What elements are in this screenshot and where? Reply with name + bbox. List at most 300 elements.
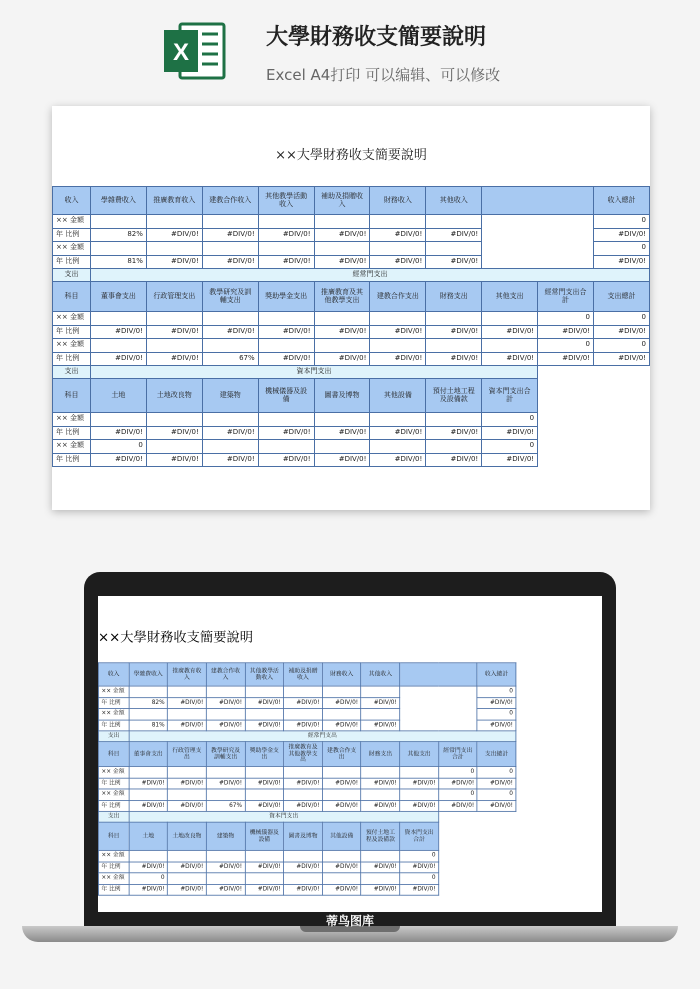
blank-cell[interactable] [438,811,515,822]
capital-value[interactable] [146,413,202,427]
recurring-value[interactable]: #DIV/0! [482,352,538,366]
income-total[interactable]: #DIV/0! [477,697,516,708]
capital-value[interactable] [361,850,400,861]
recurring-header[interactable]: 行政管理支出 [146,282,202,312]
recurring-value[interactable] [258,339,314,353]
capital-value[interactable] [245,850,284,861]
recurring-header[interactable]: 經常門支出合計 [538,282,594,312]
recurring-value[interactable]: #DIV/0! [370,352,426,366]
income-header[interactable] [482,187,594,215]
income-value[interactable] [146,215,202,229]
recurring-value[interactable]: #DIV/0! [129,800,168,811]
capital-value[interactable] [322,850,361,861]
recurring-value[interactable]: #DIV/0! [129,778,168,789]
income-header[interactable]: 學雜費收入 [90,187,146,215]
capital-value[interactable] [202,440,258,454]
recurring-value[interactable] [426,339,482,353]
recurring-value[interactable]: #DIV/0! [426,325,482,339]
capital-header[interactable]: 科目 [53,379,91,413]
income-total[interactable]: 0 [594,215,650,229]
capital-value[interactable]: #DIV/0! [90,426,146,440]
blank-cell[interactable] [438,822,515,850]
recurring-value[interactable] [202,339,258,353]
recurring-value[interactable]: #DIV/0! [90,352,146,366]
recurring-value[interactable] [314,312,370,326]
income-value[interactable] [129,708,168,719]
capital-value[interactable]: #DIV/0! [400,884,439,895]
recurring-header[interactable]: 董事會支出 [90,282,146,312]
recurring-value[interactable]: #DIV/0! [438,800,477,811]
recurring-value[interactable]: #DIV/0! [370,325,426,339]
capital-value[interactable] [245,873,284,884]
income-value[interactable]: #DIV/0! [206,697,245,708]
recurring-header[interactable]: 推廣教育及其他教學支出 [284,742,323,767]
capital-value[interactable]: #DIV/0! [258,426,314,440]
capital-header[interactable]: 機械儀器及設備 [245,822,284,850]
capital-value[interactable]: #DIV/0! [245,862,284,873]
recurring-header[interactable]: 獎助學金支出 [258,282,314,312]
capital-value[interactable] [370,440,426,454]
recurring-value[interactable]: #DIV/0! [438,778,477,789]
capital-header[interactable]: 土地 [129,822,168,850]
recurring-value[interactable] [168,789,207,800]
capital-value[interactable]: #DIV/0! [284,884,323,895]
capital-value[interactable]: #DIV/0! [400,862,439,873]
income-header[interactable]: 財務收入 [322,663,361,686]
income-header[interactable]: 收入總計 [594,187,650,215]
capital-value[interactable]: #DIV/0! [322,862,361,873]
blank-cell[interactable] [538,366,650,379]
income-value[interactable] [370,215,426,229]
recurring-value[interactable]: 0 [438,789,477,800]
capital-value[interactable]: 0 [482,413,538,427]
recurring-value[interactable]: #DIV/0! [322,778,361,789]
recurring-header[interactable]: 建教合作支出 [322,742,361,767]
income-value[interactable]: #DIV/0! [314,228,370,242]
income-value[interactable]: #DIV/0! [146,255,202,269]
recurring-value[interactable] [206,789,245,800]
income-value[interactable]: #DIV/0! [146,228,202,242]
recurring-value[interactable]: #DIV/0! [361,800,400,811]
blank-cell[interactable] [438,884,515,895]
income-header[interactable]: 建教合作收入 [206,663,245,686]
row-label: ×× 金額 [53,312,91,326]
capital-value[interactable]: #DIV/0! [370,453,426,467]
recurring-header[interactable]: 建教合作支出 [370,282,426,312]
capital-value[interactable] [206,873,245,884]
recurring-header[interactable]: 科目 [53,282,91,312]
recurring-value[interactable] [258,312,314,326]
income-value[interactable] [284,686,323,697]
income-value[interactable]: #DIV/0! [168,720,207,731]
recurring-header[interactable]: 財務支出 [426,282,482,312]
income-value[interactable] [168,686,207,697]
blank-cell[interactable] [538,413,650,427]
capital-value[interactable]: #DIV/0! [206,884,245,895]
recurring-value[interactable] [284,767,323,778]
capital-value[interactable] [426,440,482,454]
recurring-value[interactable]: #DIV/0! [538,325,594,339]
watermark: 蒂鸟图库 [325,914,374,928]
capital-header[interactable]: 土地 [90,379,146,413]
blank-cell[interactable] [438,873,515,884]
recurring-value[interactable] [370,312,426,326]
income-value[interactable]: #DIV/0! [322,720,361,731]
recurring-value[interactable]: 67% [206,800,245,811]
income-header[interactable]: 建教合作收入 [202,187,258,215]
income-value[interactable]: #DIV/0! [284,697,323,708]
recurring-value[interactable]: #DIV/0! [400,800,439,811]
income-value[interactable] [146,242,202,256]
recurring-value[interactable]: #DIV/0! [477,778,516,789]
recurring-value[interactable]: 0 [538,339,594,353]
income-value[interactable] [90,215,146,229]
capital-value[interactable] [90,413,146,427]
recurring-value[interactable] [146,312,202,326]
capital-header[interactable]: 圖書及博物 [314,379,370,413]
recurring-header[interactable]: 財務支出 [361,742,400,767]
income-value[interactable]: #DIV/0! [206,720,245,731]
recurring-value[interactable] [400,789,439,800]
capital-header[interactable]: 預付土地工程及設備款 [361,822,400,850]
expense-label[interactable]: 支出 [98,811,128,822]
income-value[interactable] [361,708,400,719]
income-value[interactable] [245,708,284,719]
capital-header[interactable]: 資本門支出合計 [400,822,439,850]
recurring-value[interactable] [245,767,284,778]
income-value[interactable] [129,686,168,697]
capital-value[interactable]: #DIV/0! [245,884,284,895]
income-total[interactable]: #DIV/0! [594,255,650,269]
capital-value[interactable]: #DIV/0! [361,862,400,873]
income-value[interactable] [245,686,284,697]
recurring-header[interactable]: 獎助學金支出 [245,742,284,767]
capital-value[interactable]: #DIV/0! [206,862,245,873]
capital-value[interactable] [146,440,202,454]
row-label: 年 比例 [98,800,128,811]
recurring-value[interactable]: 0 [438,767,477,778]
recurring-value[interactable]: #DIV/0! [594,325,650,339]
capital-value[interactable] [258,413,314,427]
recurring-header[interactable]: 科目 [98,742,128,767]
recurring-header[interactable]: 教學研究及訓輔支出 [206,742,245,767]
recurring-value[interactable]: #DIV/0! [322,800,361,811]
row-label: 年 比例 [98,862,128,873]
income-header[interactable]: 補助及捐贈收入 [284,663,323,686]
income-value[interactable]: #DIV/0! [370,255,426,269]
recurring-value[interactable]: 0 [477,789,516,800]
capital-header[interactable]: 土地改良物 [146,379,202,413]
capital-header[interactable]: 其他設備 [322,822,361,850]
recurring-value[interactable]: #DIV/0! [146,325,202,339]
income-value[interactable] [322,708,361,719]
income-header[interactable]: 推廣教育收入 [168,663,207,686]
income-value[interactable] [314,242,370,256]
income-value[interactable]: #DIV/0! [202,228,258,242]
recurring-header[interactable]: 其他支出 [400,742,439,767]
income-value[interactable]: #DIV/0! [361,697,400,708]
income-value[interactable]: #DIV/0! [426,228,482,242]
income-value[interactable]: 82% [90,228,146,242]
income-header[interactable]: 補助及捐贈收入 [314,187,370,215]
recurring-value[interactable]: #DIV/0! [284,778,323,789]
recurring-value[interactable]: #DIV/0! [245,800,284,811]
income-header[interactable]: 收入 [53,187,91,215]
capital-header[interactable]: 土地改良物 [168,822,207,850]
recurring-value[interactable] [361,789,400,800]
recurring-value[interactable]: #DIV/0! [206,778,245,789]
capital-value[interactable] [284,873,323,884]
income-value[interactable]: #DIV/0! [258,228,314,242]
row-label: 年 比例 [53,255,91,269]
recurring-value[interactable] [400,767,439,778]
capital-header[interactable]: 預付土地工程及設備款 [426,379,482,413]
financial-table [98,662,516,895]
row-label: ×× 金額 [98,767,128,778]
capital-header[interactable]: 其他設備 [370,379,426,413]
income-value[interactable]: #DIV/0! [258,255,314,269]
recurring-value[interactable]: #DIV/0! [400,778,439,789]
capital-value[interactable]: #DIV/0! [314,453,370,467]
recurring-section[interactable]: 經常門支出 [129,731,516,742]
income-value[interactable] [284,708,323,719]
capital-value[interactable] [370,413,426,427]
capital-value[interactable]: #DIV/0! [129,862,168,873]
recurring-header[interactable]: 教學研究及訓輔支出 [202,282,258,312]
capital-value[interactable] [314,413,370,427]
income-value[interactable]: #DIV/0! [245,720,284,731]
income-header[interactable]: 推廣教育收入 [146,187,202,215]
capital-value[interactable]: #DIV/0! [258,453,314,467]
capital-value[interactable] [426,413,482,427]
recurring-value[interactable] [245,789,284,800]
capital-value[interactable] [361,873,400,884]
capital-value[interactable]: #DIV/0! [426,426,482,440]
recurring-value[interactable] [482,312,538,326]
recurring-value[interactable]: #DIV/0! [146,352,202,366]
recurring-value[interactable]: 0 [594,312,650,326]
blank-cell[interactable] [538,379,650,413]
income-value[interactable]: #DIV/0! [168,697,207,708]
recurring-value[interactable]: 0 [538,312,594,326]
income-value[interactable] [258,242,314,256]
capital-value[interactable]: 0 [482,440,538,454]
income-value[interactable]: #DIV/0! [202,255,258,269]
capital-value[interactable]: 0 [400,850,439,861]
recurring-value[interactable]: #DIV/0! [168,800,207,811]
income-total[interactable]: #DIV/0! [477,720,516,731]
capital-value[interactable] [129,850,168,861]
recurring-value[interactable] [426,312,482,326]
recurring-value[interactable]: #DIV/0! [361,778,400,789]
blank-cell[interactable] [438,862,515,873]
capital-value[interactable]: 0 [400,873,439,884]
capital-section[interactable]: 資本門支出 [90,366,537,379]
capital-header[interactable]: 建築物 [206,822,245,850]
capital-value[interactable]: #DIV/0! [168,884,207,895]
blank-cell[interactable] [400,686,477,731]
income-value[interactable]: #DIV/0! [284,720,323,731]
income-value[interactable] [258,215,314,229]
recurring-value[interactable] [314,339,370,353]
row-label: ×× 金額 [98,873,128,884]
income-total[interactable]: 0 [594,242,650,256]
recurring-header[interactable]: 支出總計 [594,282,650,312]
capital-header[interactable]: 建築物 [202,379,258,413]
income-total[interactable]: 0 [477,686,516,697]
recurring-value[interactable] [90,312,146,326]
capital-value[interactable] [168,873,207,884]
expense-label[interactable]: 支出 [53,269,91,282]
recurring-header[interactable]: 其他支出 [482,282,538,312]
recurring-value[interactable]: #DIV/0! [258,325,314,339]
recurring-header[interactable]: 行政管理支出 [168,742,207,767]
recurring-value[interactable] [322,789,361,800]
income-value[interactable]: #DIV/0! [322,697,361,708]
recurring-value[interactable] [146,339,202,353]
recurring-section[interactable]: 經常門支出 [90,269,649,282]
recurring-value[interactable] [361,767,400,778]
recurring-header[interactable]: 推廣教育及其他教學支出 [314,282,370,312]
income-header[interactable]: 其他教學活動收入 [245,663,284,686]
capital-value[interactable]: 0 [129,873,168,884]
income-value[interactable] [314,215,370,229]
income-value[interactable] [206,686,245,697]
recurring-value[interactable]: 0 [477,767,516,778]
recurring-header[interactable]: 支出總計 [477,742,516,767]
recurring-value[interactable] [284,789,323,800]
capital-value[interactable]: #DIV/0! [482,453,538,467]
expense-label[interactable]: 支出 [53,366,91,379]
capital-value[interactable] [258,440,314,454]
income-value[interactable]: 81% [90,255,146,269]
capital-value[interactable] [202,413,258,427]
capital-value[interactable]: #DIV/0! [361,884,400,895]
capital-value[interactable]: #DIV/0! [370,426,426,440]
income-value[interactable]: #DIV/0! [361,720,400,731]
capital-header[interactable]: 機械儀器及設備 [258,379,314,413]
income-value[interactable] [90,242,146,256]
income-value[interactable]: 81% [129,720,168,731]
income-header[interactable]: 其他收入 [361,663,400,686]
capital-value[interactable]: #DIV/0! [426,453,482,467]
income-value[interactable] [370,242,426,256]
capital-value[interactable]: #DIV/0! [482,426,538,440]
blank-cell[interactable] [538,426,650,440]
income-value[interactable] [361,686,400,697]
excel-logo-icon [162,18,228,84]
recurring-value[interactable]: #DIV/0! [90,325,146,339]
recurring-value[interactable] [202,312,258,326]
recurring-value[interactable]: 67% [202,352,258,366]
recurring-value[interactable]: #DIV/0! [284,800,323,811]
recurring-value[interactable] [129,789,168,800]
capital-header[interactable]: 資本門支出合計 [482,379,538,413]
recurring-value[interactable]: 0 [594,339,650,353]
income-value[interactable] [168,708,207,719]
income-value[interactable] [202,215,258,229]
recurring-value[interactable]: #DIV/0! [314,325,370,339]
blank-cell[interactable] [482,215,594,269]
recurring-value[interactable] [482,339,538,353]
capital-value[interactable]: #DIV/0! [168,862,207,873]
capital-value[interactable]: #DIV/0! [146,426,202,440]
capital-value[interactable]: #DIV/0! [202,453,258,467]
income-total[interactable]: 0 [477,708,516,719]
recurring-value[interactable] [129,767,168,778]
recurring-value[interactable]: #DIV/0! [202,325,258,339]
income-total[interactable]: #DIV/0! [594,228,650,242]
recurring-value[interactable] [322,767,361,778]
capital-section[interactable]: 資本門支出 [129,811,439,822]
recurring-header[interactable]: 經常門支出合計 [438,742,477,767]
recurring-header[interactable]: 董事會支出 [129,742,168,767]
blank-cell[interactable] [438,850,515,861]
capital-value[interactable] [314,440,370,454]
capital-value[interactable]: #DIV/0! [314,426,370,440]
income-value[interactable] [426,215,482,229]
capital-value[interactable]: #DIV/0! [90,453,146,467]
income-value[interactable] [322,686,361,697]
income-value[interactable]: 82% [129,697,168,708]
capital-value[interactable]: #DIV/0! [146,453,202,467]
income-header[interactable]: 財務收入 [370,187,426,215]
capital-value[interactable]: #DIV/0! [129,884,168,895]
capital-value[interactable] [168,850,207,861]
income-value[interactable]: #DIV/0! [426,255,482,269]
recurring-value[interactable] [168,767,207,778]
expense-label[interactable]: 支出 [98,731,128,742]
capital-value[interactable]: #DIV/0! [202,426,258,440]
income-header[interactable]: 收入總計 [477,663,516,686]
blank-cell[interactable] [538,440,650,454]
recurring-value[interactable]: #DIV/0! [168,778,207,789]
recurring-value[interactable] [370,339,426,353]
recurring-value[interactable]: #DIV/0! [314,352,370,366]
income-value[interactable] [426,242,482,256]
capital-header[interactable]: 科目 [98,822,128,850]
recurring-value[interactable] [206,767,245,778]
income-header[interactable]: 學雜費收入 [129,663,168,686]
capital-value[interactable] [284,850,323,861]
capital-value[interactable] [322,873,361,884]
income-header[interactable]: 其他收入 [426,187,482,215]
recurring-value[interactable]: #DIV/0! [245,778,284,789]
recurring-value[interactable]: #DIV/0! [594,352,650,366]
income-value[interactable] [206,708,245,719]
income-value[interactable]: #DIV/0! [314,255,370,269]
recurring-value[interactable]: #DIV/0! [426,352,482,366]
laptop-screen [98,596,602,912]
income-header[interactable]: 收入 [98,663,128,686]
capital-value[interactable]: 0 [90,440,146,454]
recurring-value[interactable]: #DIV/0! [477,800,516,811]
capital-value[interactable]: #DIV/0! [284,862,323,873]
income-header[interactable] [400,663,477,686]
income-value[interactable]: #DIV/0! [370,228,426,242]
income-header[interactable]: 其他教學活動收入 [258,187,314,215]
recurring-value[interactable]: #DIV/0! [258,352,314,366]
recurring-value[interactable]: #DIV/0! [482,325,538,339]
income-value[interactable] [202,242,258,256]
income-value[interactable]: #DIV/0! [245,697,284,708]
capital-value[interactable]: #DIV/0! [322,884,361,895]
capital-value[interactable] [206,850,245,861]
blank-cell[interactable] [538,453,650,467]
recurring-value[interactable] [90,339,146,353]
capital-header[interactable]: 圖書及博物 [284,822,323,850]
recurring-value[interactable]: #DIV/0! [538,352,594,366]
